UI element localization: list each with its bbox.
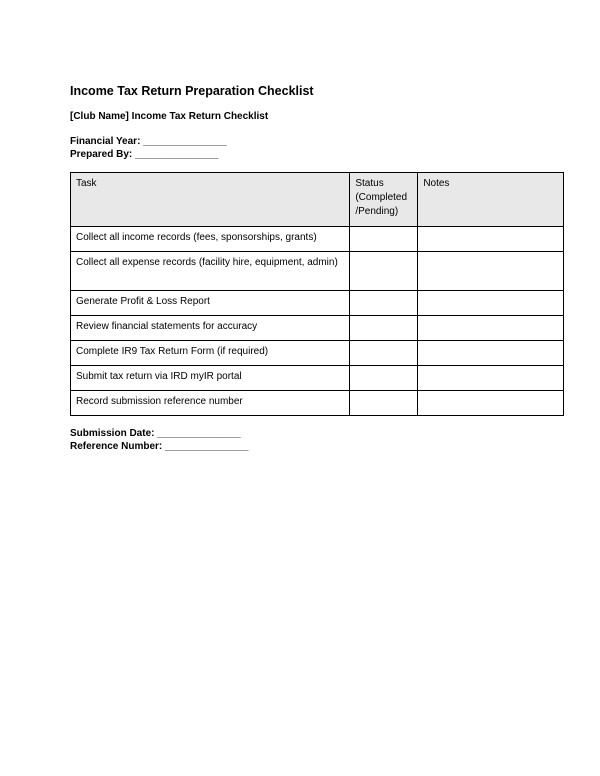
checklist-table [70,172,564,416]
prepared-by-field: Prepared By: _______________ [70,149,219,160]
status-cell [350,227,418,252]
table-row [71,291,564,316]
task-cell: Generate Profit & Loss Report [71,291,350,316]
submission-date-field: Submission Date: _______________ [70,428,241,439]
table-row [71,252,564,291]
status-cell [350,341,418,366]
notes-cell [418,252,564,291]
task-cell: Complete IR9 Tax Return Form (if required) [71,341,350,366]
notes-cell [418,341,564,366]
table-header-row [71,173,564,227]
table-row [71,391,564,416]
task-cell: Collect all expense records (facility hire, equipment, admin) [71,252,350,291]
notes-cell [418,227,564,252]
notes-cell [418,316,564,341]
table-row [71,316,564,341]
task-cell: Review financial statements for accuracy [71,316,350,341]
column-header-task: Task [71,173,350,227]
status-cell [350,252,418,291]
table-row [71,366,564,391]
table-row [71,227,564,252]
status-cell [350,316,418,341]
task-cell: Submit tax return via IRD myIR portal [71,366,350,391]
status-cell [350,366,418,391]
table-row [71,341,564,366]
column-header-notes: Notes [418,173,564,227]
footer-fields [70,427,248,453]
financial-year-field: Financial Year: _______________ [70,136,227,147]
task-cell: Collect all income records (fees, sponsorships, grants) [71,227,350,252]
notes-cell [418,366,564,391]
notes-cell [418,291,564,316]
notes-cell [418,391,564,416]
document-title: Income Tax Return Preparation Checklist [70,84,314,98]
header-fields [70,135,227,161]
column-header-status: Status (Completed /Pending) [350,173,418,227]
checklist-subtitle: [Club Name] Income Tax Return Checklist [70,111,269,122]
task-cell: Record submission reference number [71,391,350,416]
status-cell [350,291,418,316]
reference-number-field: Reference Number: _______________ [70,441,249,452]
status-cell [350,391,418,416]
